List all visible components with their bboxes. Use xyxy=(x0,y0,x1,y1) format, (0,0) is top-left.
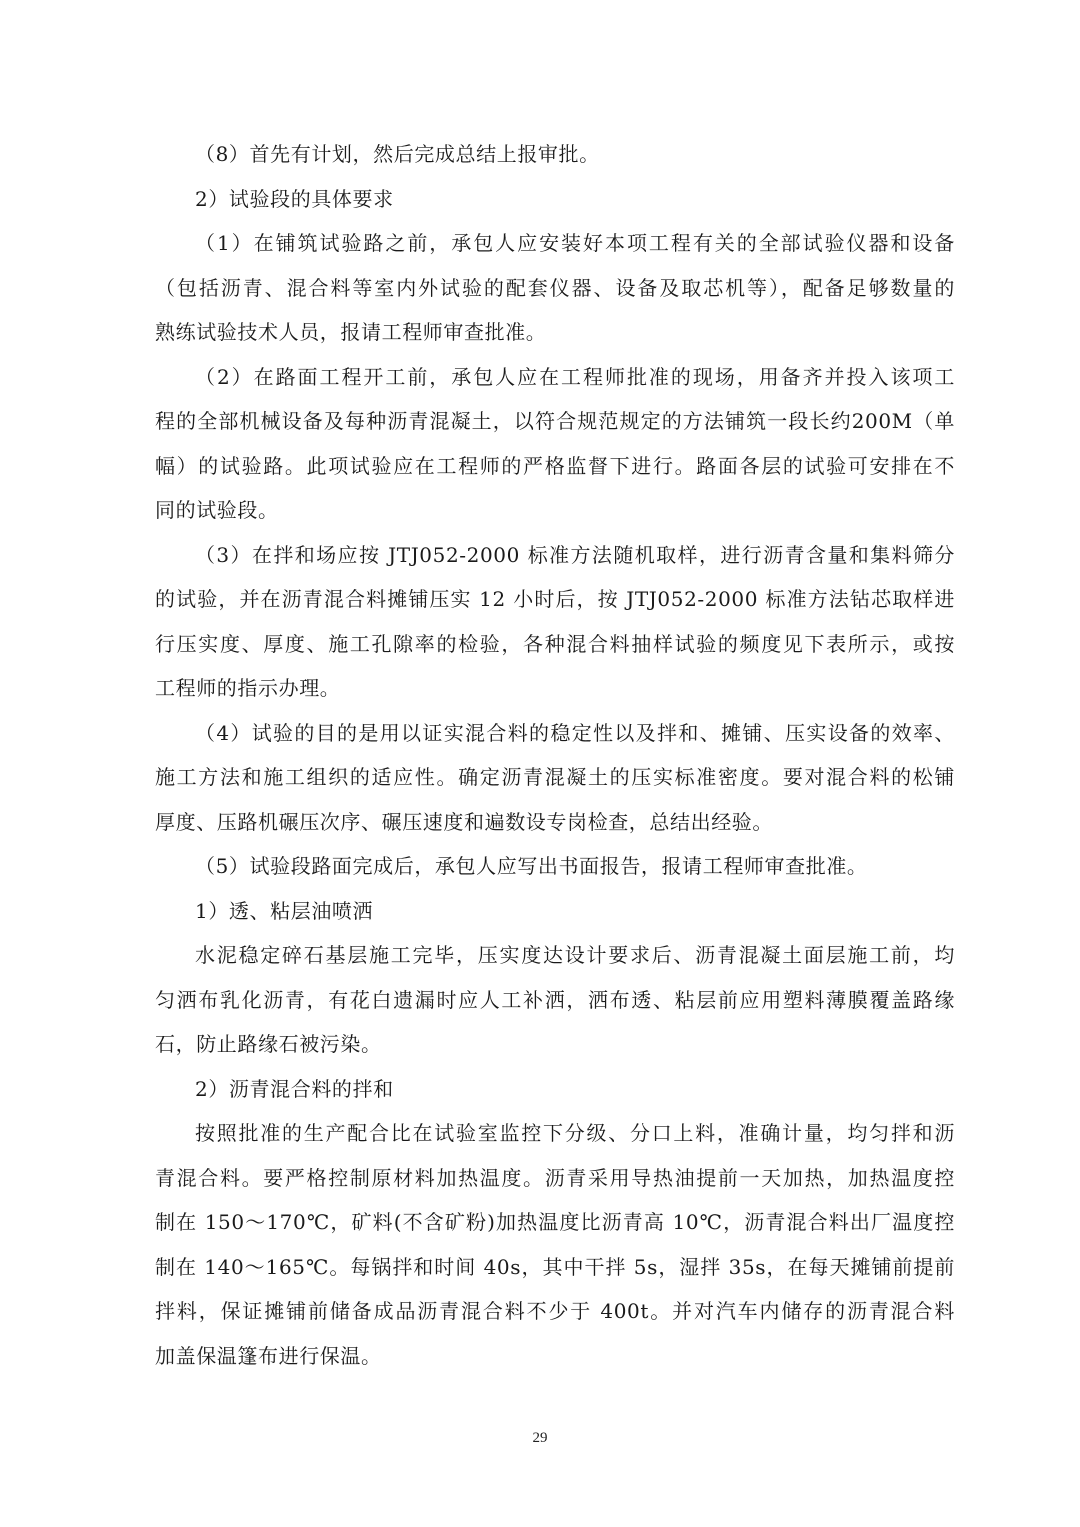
text-line: 拌料，保证摊铺前储备成品沥青混合料不少于 400t。并对汽车内储存的沥青混合料 xyxy=(155,1299,955,1323)
text-line: 2）沥青混合料的拌和 xyxy=(195,1076,394,1101)
text-line: 石，防止路缘石被污染。 xyxy=(155,1032,382,1056)
text-line: （1）在铺筑试验路之前，承包人应安装好本项工程有关的全部试验仪器和设备 xyxy=(195,231,955,255)
text-line: （包括沥青、混合料等室内外试验的配套仪器、设备及取芯机等），配备足够数量的 xyxy=(155,275,955,300)
text-line: 按照批准的生产配合比在试验室监控下分级、分口上料，准确计量，均匀拌和沥 xyxy=(195,1121,955,1145)
text-line: 制在 150～170℃，矿料(不含矿粉)加热温度比沥青高 10℃，沥青混合料出厂温度控 xyxy=(155,1210,955,1234)
text-line: （2）在路面工程开工前，承包人应在工程师批准的现场，用备齐并投入该项工 xyxy=(195,364,955,389)
text-line: （3）在拌和场应按 JTJ052-2000 标准方法随机取样，进行沥青含量和集料筛分 xyxy=(195,542,955,567)
text-line: 2）试验段的具体要求 xyxy=(195,186,394,211)
text-line: 厚度、压路机碾压次序、碾压速度和遍数设专岗检查，总结出经验。 xyxy=(155,809,773,834)
text-line: 程的全部机械设备及每种沥青混凝土，以符合规范规定的方法铺筑一段长约200M（单 xyxy=(155,409,955,433)
text-line: 行压实度、厚度、施工孔隙率的检验，各种混合料抽样试验的频度见下表所示，或按 xyxy=(155,631,955,656)
page-number: 29 xyxy=(532,1430,548,1446)
text-line: 制在 140～165℃。每锅拌和时间 40s，其中干拌 5s，湿拌 35s，在每天摊铺前提前 xyxy=(155,1254,955,1279)
text-line: （5）试验段路面完成后，承包人应写出书面报告，报请工程师审查批准。 xyxy=(195,854,868,878)
text-line: 的试验，并在沥青混合料摊铺压实 12 小时后，按 JTJ052-2000 标准方法钻芯取样进 xyxy=(155,587,955,611)
text-line: 加盖保温篷布进行保温。 xyxy=(155,1343,382,1368)
text-line: 青混合料。要严格控制原材料加热温度。沥青采用导热油提前一天加热，加热温度控 xyxy=(155,1165,955,1190)
text-line: 幅）的试验路。此项试验应在工程师的严格监督下进行。路面各层的试验可安排在不 xyxy=(155,453,955,478)
text-line: 水泥稳定碎石基层施工完毕，压实度达设计要求后、沥青混凝土面层施工前，均 xyxy=(195,943,955,967)
text-line: 1）透、粘层油喷洒 xyxy=(195,898,374,923)
text-line: （4）试验的目的是用以证实混合料的稳定性以及拌和、摊铺、压实设备的效率、 xyxy=(195,720,955,745)
text-line: 同的试验段。 xyxy=(155,498,279,522)
text-line: 工程师的指示办理。 xyxy=(155,676,341,700)
text-line: 熟练试验技术人员，报请工程师审查批准。 xyxy=(155,320,547,344)
text-line: 匀洒布乳化沥青，有花白遗漏时应人工补洒，洒布透、粘层前应用塑料薄膜覆盖路缘 xyxy=(155,987,955,1012)
text-line: （8）首先有计划，然后完成总结上报审批。 xyxy=(195,142,600,166)
document-body xyxy=(155,132,955,1378)
text-line: 施工方法和施工组织的适应性。确定沥青混凝土的压实标准密度。要对混合料的松铺 xyxy=(155,765,955,789)
